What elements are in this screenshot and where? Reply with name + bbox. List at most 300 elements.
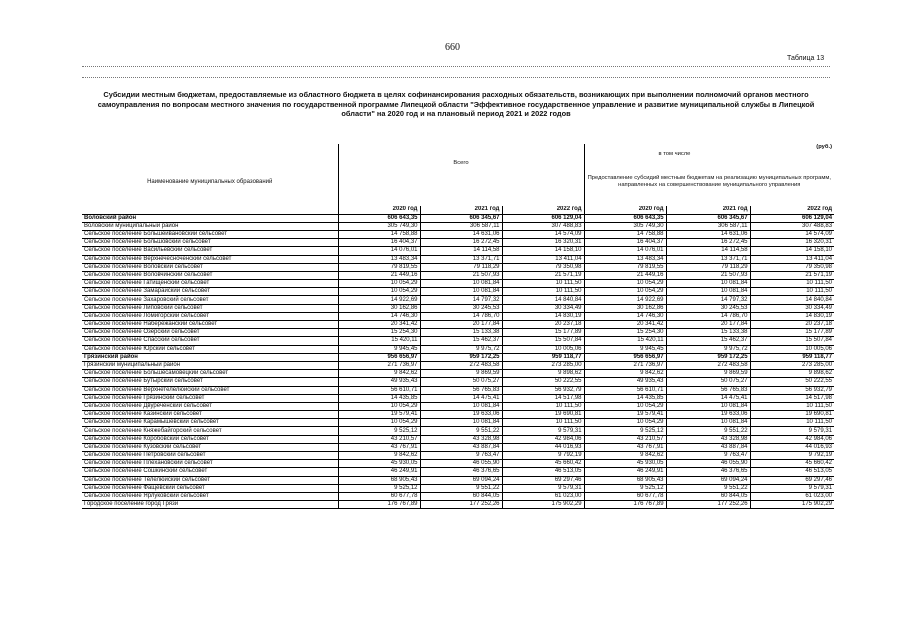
amount-cell: 15 177,89 [502, 329, 584, 337]
amount-cell: 10 005,06 [750, 345, 834, 353]
amount-cell: 176 767,89 [338, 501, 420, 509]
amount-cell: 10 081,84 [666, 288, 750, 296]
amount-cell: 56 765,83 [666, 386, 750, 394]
amount-cell: 56 932,79 [502, 386, 584, 394]
amount-cell: 9 869,59 [420, 370, 502, 378]
table-row [82, 501, 834, 509]
table-row [82, 255, 834, 263]
amount-cell: 14 517,98 [502, 394, 584, 402]
amount-cell: 307 488,83 [502, 222, 584, 230]
amount-cell: 175 902,29 [502, 501, 584, 509]
amount-cell: 21 449,16 [584, 271, 666, 279]
amount-cell: 10 081,84 [666, 280, 750, 288]
amount-cell: 9 842,62 [584, 452, 666, 460]
amount-cell: 79 118,29 [666, 263, 750, 271]
amount-cell: 30 334,49 [750, 304, 834, 312]
units-row [82, 144, 834, 151]
amount-cell: 16 320,31 [502, 239, 584, 247]
amount-cell: 14 758,88 [338, 230, 420, 238]
amount-cell: 14 114,58 [666, 247, 750, 255]
amount-cell: 61 023,00 [750, 492, 834, 500]
amount-cell: 16 272,45 [666, 239, 750, 247]
municipality-name: Сельское поселение Грязинский сельсовет [82, 394, 338, 402]
amount-cell: 20 177,84 [420, 321, 502, 329]
amount-cell: 14 435,85 [338, 394, 420, 402]
amount-cell: 19 690,81 [750, 411, 834, 419]
amount-cell: 13 411,04 [502, 255, 584, 263]
amount-cell: 9 975,72 [420, 345, 502, 353]
amount-cell: 9 579,31 [502, 484, 584, 492]
amount-cell: 30 162,86 [338, 304, 420, 312]
amount-cell: 21 507,93 [666, 271, 750, 279]
year-header: 2022 год [502, 206, 584, 214]
amount-cell: 15 133,38 [666, 329, 750, 337]
year-header: 2020 год [338, 206, 420, 214]
table-row [82, 361, 834, 369]
table-row [82, 280, 834, 288]
amount-cell: 14 786,70 [420, 312, 502, 320]
amount-cell: 60 844,05 [420, 492, 502, 500]
municipality-name: Воловский муниципальный район [82, 222, 338, 230]
table-row [82, 247, 834, 255]
amount-cell: 959 118,77 [750, 353, 834, 361]
amount-cell: 10 111,50 [750, 402, 834, 410]
amount-cell: 606 345,67 [420, 214, 502, 222]
amount-cell: 79 819,55 [584, 263, 666, 271]
amount-cell: 14 631,06 [666, 230, 750, 238]
amount-cell: 9 525,12 [338, 484, 420, 492]
amount-cell: 14 158,10 [750, 247, 834, 255]
amount-cell: 9 975,72 [666, 345, 750, 353]
municipality-name: Сельское поселение Петровский сельсовет [82, 452, 338, 460]
table-row [82, 460, 834, 468]
table-row [82, 484, 834, 492]
amount-cell: 13 371,71 [666, 255, 750, 263]
table-row [82, 296, 834, 304]
year-header: 2020 год [584, 206, 666, 214]
amount-cell: 14 830,19 [502, 312, 584, 320]
table-row [82, 239, 834, 247]
table-row [82, 222, 834, 230]
amount-cell: 21 449,16 [338, 271, 420, 279]
amount-cell: 69 297,46 [750, 476, 834, 484]
amount-cell: 10 054,29 [584, 280, 666, 288]
municipality-name: Сельское поселение Ломигорский сельсовет [82, 312, 338, 320]
dotted-rule [82, 77, 830, 79]
year-header: 2021 год [666, 206, 750, 214]
municipality-name: Сельское поселение Верхнетелелюйский сельсовет [82, 386, 338, 394]
amount-cell: 9 763,47 [420, 452, 502, 460]
amount-cell: 306 587,11 [666, 222, 750, 230]
amount-cell: 60 677,78 [584, 492, 666, 500]
amount-cell: 50 222,55 [750, 378, 834, 386]
amount-cell: 79 350,98 [750, 263, 834, 271]
amount-cell: 14 758,88 [584, 230, 666, 238]
amount-cell: 10 081,84 [666, 402, 750, 410]
amount-cell: 30 162,86 [584, 304, 666, 312]
amount-cell: 9 792,19 [750, 452, 834, 460]
amount-cell: 959 172,25 [666, 353, 750, 361]
amount-cell: 15 254,30 [338, 329, 420, 337]
amount-cell: 21 507,93 [420, 271, 502, 279]
amount-cell: 9 551,22 [420, 484, 502, 492]
amount-cell: 307 488,83 [750, 222, 834, 230]
amount-cell: 43 210,57 [338, 435, 420, 443]
municipality-name: Сельское поселение Княжебайгорский сельсовет [82, 427, 338, 435]
municipality-name: Сельское поселение Верхнечесноченский сельсовет [82, 255, 338, 263]
column-header-name: Наименование муниципальных образований [147, 178, 273, 185]
table-row [82, 435, 834, 443]
amount-cell: 271 736,97 [584, 361, 666, 369]
amount-cell: 14 797,32 [666, 296, 750, 304]
table-row [82, 263, 834, 271]
amount-cell: 56 765,83 [420, 386, 502, 394]
amount-cell: 43 887,84 [420, 443, 502, 451]
amount-cell: 44 016,93 [502, 443, 584, 451]
amount-cell: 10 111,50 [750, 280, 834, 288]
amount-cell: 9 579,31 [502, 427, 584, 435]
municipality-name: Сельское поселение Захаровский сельсовет [82, 296, 338, 304]
amount-cell: 69 297,46 [502, 476, 584, 484]
amount-cell: 15 133,38 [420, 329, 502, 337]
amount-cell: 10 054,29 [338, 402, 420, 410]
dotted-rule [82, 66, 830, 68]
amount-cell: 45 660,42 [750, 460, 834, 468]
municipality-name: Сельское поселение Воловчинский сельсовет [82, 271, 338, 279]
amount-cell: 10 111,50 [502, 402, 584, 410]
municipality-name: Сельское поселение Бутырский сельсовет [82, 378, 338, 386]
municipality-name: Городское поселение город Грязи [82, 501, 338, 509]
column-header-total: Всего [338, 158, 584, 206]
amount-cell: 61 023,00 [502, 492, 584, 500]
municipality-name: Сельское поселение Большовский сельсовет [82, 239, 338, 247]
amount-cell: 79 118,29 [420, 263, 502, 271]
amount-cell: 14 840,84 [502, 296, 584, 304]
amount-cell: 46 055,90 [420, 460, 502, 468]
municipality-name: Сельское поселение Спасский сельсовет [82, 337, 338, 345]
amount-cell: 10 054,29 [338, 419, 420, 427]
municipality-name: Сельское поселение Карамышевский сельсовет [82, 419, 338, 427]
amount-cell: 14 786,70 [666, 312, 750, 320]
amount-cell: 14 517,98 [750, 394, 834, 402]
municipality-name: Сельское поселение Васильевский сельсовет [82, 247, 338, 255]
amount-cell: 10 111,50 [750, 288, 834, 296]
amount-cell: 60 844,05 [666, 492, 750, 500]
amount-cell: 46 513,05 [502, 468, 584, 476]
table-row [82, 386, 834, 394]
amount-cell: 10 111,50 [750, 419, 834, 427]
municipality-name: Сельское поселение Большеивановский сельсовет [82, 230, 338, 238]
amount-cell: 14 922,69 [584, 296, 666, 304]
amount-cell: 15 420,11 [338, 337, 420, 345]
amount-cell: 79 819,55 [338, 263, 420, 271]
amount-cell: 14 830,19 [750, 312, 834, 320]
amount-cell: 14 114,58 [420, 247, 502, 255]
amount-cell: 50 222,55 [502, 378, 584, 386]
amount-cell: 46 249,91 [338, 468, 420, 476]
amount-cell: 10 054,29 [584, 402, 666, 410]
amount-cell: 10 081,84 [420, 288, 502, 296]
amount-cell: 10 054,29 [338, 280, 420, 288]
municipality-name: Сельское поселение Набережанский сельсовет [82, 321, 338, 329]
amount-cell: 14 475,41 [420, 394, 502, 402]
municipality-name: Грязинский муниципальный район [82, 361, 338, 369]
table-row [82, 271, 834, 279]
amount-cell: 19 690,81 [502, 411, 584, 419]
amount-cell: 13 483,34 [584, 255, 666, 263]
amount-cell: 176 767,89 [584, 501, 666, 509]
amount-cell: 79 350,98 [502, 263, 584, 271]
table-row [82, 288, 834, 296]
amount-cell: 20 341,42 [584, 321, 666, 329]
municipality-name: Сельское поселение Большесамовецкий сельсовет [82, 370, 338, 378]
amount-cell: 15 462,37 [666, 337, 750, 345]
municipality-name: Сельское поселение Плехановский сельсовет [82, 460, 338, 468]
amount-cell: 15 462,37 [420, 337, 502, 345]
amount-cell: 9 898,62 [750, 370, 834, 378]
amount-cell: 68 905,43 [338, 476, 420, 484]
year-header: 2022 год [750, 206, 834, 214]
table-row [82, 321, 834, 329]
amount-cell: 19 579,41 [584, 411, 666, 419]
amount-cell: 14 631,06 [420, 230, 502, 238]
column-header-subsidy: Предоставление субсидий местным бюджетам на реализацию муниципальных программ, направленных на совершенствование муниципального управления [584, 158, 834, 206]
amount-cell: 14 435,85 [584, 394, 666, 402]
amount-cell: 15 254,30 [584, 329, 666, 337]
amount-cell: 46 513,05 [750, 468, 834, 476]
amount-cell: 10 081,84 [420, 419, 502, 427]
municipality-name: Сельское поселение Замарайский сельсовет [82, 288, 338, 296]
municipality-name: Сельское поселение Ярлуковский сельсовет [82, 492, 338, 500]
amount-cell: 606 643,35 [584, 214, 666, 222]
amount-cell: 60 677,78 [338, 492, 420, 500]
amount-cell: 9 945,45 [584, 345, 666, 353]
amount-cell: 10 054,29 [584, 288, 666, 296]
amount-cell: 56 932,79 [750, 386, 834, 394]
amount-cell: 30 245,53 [666, 304, 750, 312]
amount-cell: 30 334,49 [502, 304, 584, 312]
amount-cell: 19 633,06 [420, 411, 502, 419]
amount-cell: 15 420,11 [584, 337, 666, 345]
amount-cell: 959 172,25 [420, 353, 502, 361]
amount-cell: 19 579,41 [338, 411, 420, 419]
header-row [82, 158, 834, 206]
amount-cell: 69 094,24 [666, 476, 750, 484]
amount-cell: 14 840,84 [750, 296, 834, 304]
amount-cell: 175 902,29 [750, 501, 834, 509]
amount-cell: 956 656,97 [584, 353, 666, 361]
amount-cell: 14 746,30 [338, 312, 420, 320]
years-row [82, 206, 834, 214]
amount-cell: 15 177,89 [750, 329, 834, 337]
amount-cell: 9 763,47 [666, 452, 750, 460]
amount-cell: 56 610,71 [584, 386, 666, 394]
table-row [82, 230, 834, 238]
table-row [82, 411, 834, 419]
amount-cell: 15 507,84 [750, 337, 834, 345]
amount-cell: 306 587,11 [420, 222, 502, 230]
amount-cell: 9 792,19 [502, 452, 584, 460]
municipality-name: Сельское поселение Юрский сельсовет [82, 345, 338, 353]
municipality-name: Сельское поселение Сошкинский сельсовет [82, 468, 338, 476]
amount-cell: 10 054,29 [338, 288, 420, 296]
amount-cell: 43 328,98 [420, 435, 502, 443]
table-row [82, 394, 834, 402]
amount-cell: 959 118,77 [502, 353, 584, 361]
municipality-name: Сельское поселение Коробовский сельсовет [82, 435, 338, 443]
amount-cell: 10 081,84 [666, 419, 750, 427]
table-row [82, 353, 834, 361]
municipality-name: Сельское поселение Казинский сельсовет [82, 411, 338, 419]
amount-cell: 9 842,62 [584, 370, 666, 378]
amount-cell: 45 930,05 [584, 460, 666, 468]
table-row [82, 476, 834, 484]
amount-cell: 177 252,26 [666, 501, 750, 509]
amount-cell: 9 551,22 [666, 484, 750, 492]
amount-cell: 606 129,04 [750, 214, 834, 222]
amount-cell: 16 272,45 [420, 239, 502, 247]
amount-cell: 9 945,45 [338, 345, 420, 353]
table-row [82, 329, 834, 337]
amount-cell: 43 887,84 [666, 443, 750, 451]
amount-cell: 9 525,12 [584, 484, 666, 492]
municipality-name: Сельское поселение Липовский сельсовет [82, 304, 338, 312]
amount-cell: 45 930,05 [338, 460, 420, 468]
amount-cell: 20 237,18 [502, 321, 584, 329]
including-label: в том числе [584, 151, 834, 158]
amount-cell: 50 075,27 [666, 378, 750, 386]
amount-cell: 13 411,04 [750, 255, 834, 263]
table-row [82, 378, 834, 386]
amount-cell: 9 898,62 [502, 370, 584, 378]
amount-cell: 49 935,43 [584, 378, 666, 386]
table-row [82, 304, 834, 312]
amount-cell: 271 736,97 [338, 361, 420, 369]
table-row [82, 419, 834, 427]
amount-cell: 273 285,00 [750, 361, 834, 369]
amount-cell: 44 016,93 [750, 443, 834, 451]
amount-cell: 20 237,18 [750, 321, 834, 329]
table-row [82, 452, 834, 460]
amount-cell: 10 081,84 [420, 402, 502, 410]
table-row [82, 468, 834, 476]
amount-cell: 10 054,29 [584, 419, 666, 427]
amount-cell: 16 404,37 [338, 239, 420, 247]
amount-cell: 9 551,22 [420, 427, 502, 435]
amount-cell: 46 055,90 [666, 460, 750, 468]
amount-cell: 42 984,06 [750, 435, 834, 443]
amount-cell: 14 797,32 [420, 296, 502, 304]
amount-cell: 43 328,98 [666, 435, 750, 443]
amount-cell: 30 245,53 [420, 304, 502, 312]
amount-cell: 14 076,01 [338, 247, 420, 255]
table-row [82, 337, 834, 345]
municipality-name: Сельское поселение Фащевский сельсовет [82, 484, 338, 492]
amount-cell: 10 005,06 [502, 345, 584, 353]
table-row [82, 214, 834, 222]
amount-cell: 21 571,19 [502, 271, 584, 279]
table-label: Таблица 13 [787, 55, 825, 62]
amount-cell: 68 905,43 [584, 476, 666, 484]
municipality-name: Грязинский район [82, 353, 338, 361]
municipality-name: Сельское поселение Гатищенский сельсовет [82, 280, 338, 288]
amount-cell: 606 129,04 [502, 214, 584, 222]
amount-cell: 272 483,58 [420, 361, 502, 369]
municipality-name: Сельское поселение Воловский сельсовет [82, 263, 338, 271]
municipality-name: Сельское поселение Озерский сельсовет [82, 329, 338, 337]
amount-cell: 14 746,30 [584, 312, 666, 320]
amount-cell: 9 525,12 [584, 427, 666, 435]
table-row [82, 370, 834, 378]
amount-cell: 273 285,00 [502, 361, 584, 369]
amount-cell: 606 345,67 [666, 214, 750, 222]
amount-cell: 10 111,50 [502, 280, 584, 288]
amount-cell: 9 551,22 [666, 427, 750, 435]
amount-cell: 14 574,09 [502, 230, 584, 238]
amount-cell: 14 076,01 [584, 247, 666, 255]
amount-cell: 45 660,42 [502, 460, 584, 468]
amount-cell: 10 111,50 [502, 419, 584, 427]
amount-cell: 305 749,30 [338, 222, 420, 230]
amount-cell: 305 749,30 [584, 222, 666, 230]
amount-cell: 14 922,69 [338, 296, 420, 304]
page-number: 660 [445, 42, 460, 53]
amount-cell: 9 579,31 [750, 484, 834, 492]
amount-cell: 19 633,06 [666, 411, 750, 419]
amount-cell: 13 371,71 [420, 255, 502, 263]
including-row [82, 151, 834, 158]
amount-cell: 46 249,91 [584, 468, 666, 476]
amount-cell: 46 376,65 [666, 468, 750, 476]
table-title: Субсидии местным бюджетам, предоставляемые из областного бюджета в целях софинансирования расходных обязательств, возникающих при выполнении полномочий органов местного самоуправления по вопросам местного значения по государственной программе Липецкой области "Эффективное государственное управление и развитие муниципальной службы в Липецкой области" на 2020 год и на плановый период 2021 и 2022 годов [97, 90, 815, 119]
subsidy-table [82, 144, 834, 509]
municipality-name: Воловский район [82, 214, 338, 222]
amount-cell: 956 656,97 [338, 353, 420, 361]
units-label: (руб.) [816, 144, 833, 151]
amount-cell: 9 869,59 [666, 370, 750, 378]
table-row [82, 345, 834, 353]
table-row [82, 492, 834, 500]
amount-cell: 42 984,06 [502, 435, 584, 443]
municipality-name: Сельское поселение Телелюйский сельсовет [82, 476, 338, 484]
year-header: 2021 год [420, 206, 502, 214]
amount-cell: 43 210,57 [584, 435, 666, 443]
amount-cell: 606 643,35 [338, 214, 420, 222]
amount-cell: 13 483,34 [338, 255, 420, 263]
amount-cell: 9 842,62 [338, 370, 420, 378]
amount-cell: 43 767,91 [584, 443, 666, 451]
table-row [82, 443, 834, 451]
amount-cell: 9 842,62 [338, 452, 420, 460]
table-row [82, 427, 834, 435]
amount-cell: 10 111,50 [502, 288, 584, 296]
table-row [82, 402, 834, 410]
amount-cell: 16 404,37 [584, 239, 666, 247]
amount-cell: 20 341,42 [338, 321, 420, 329]
amount-cell: 49 935,43 [338, 378, 420, 386]
amount-cell: 272 483,58 [666, 361, 750, 369]
amount-cell: 9 579,31 [750, 427, 834, 435]
amount-cell: 16 320,31 [750, 239, 834, 247]
amount-cell: 56 610,71 [338, 386, 420, 394]
municipality-name: Сельское поселение Двуреченский сельсовет [82, 402, 338, 410]
amount-cell: 177 252,26 [420, 501, 502, 509]
amount-cell: 14 574,09 [750, 230, 834, 238]
amount-cell: 14 158,10 [502, 247, 584, 255]
amount-cell: 15 507,84 [502, 337, 584, 345]
amount-cell: 43 767,91 [338, 443, 420, 451]
municipality-name: Сельское поселение Кузовский сельсовет [82, 443, 338, 451]
